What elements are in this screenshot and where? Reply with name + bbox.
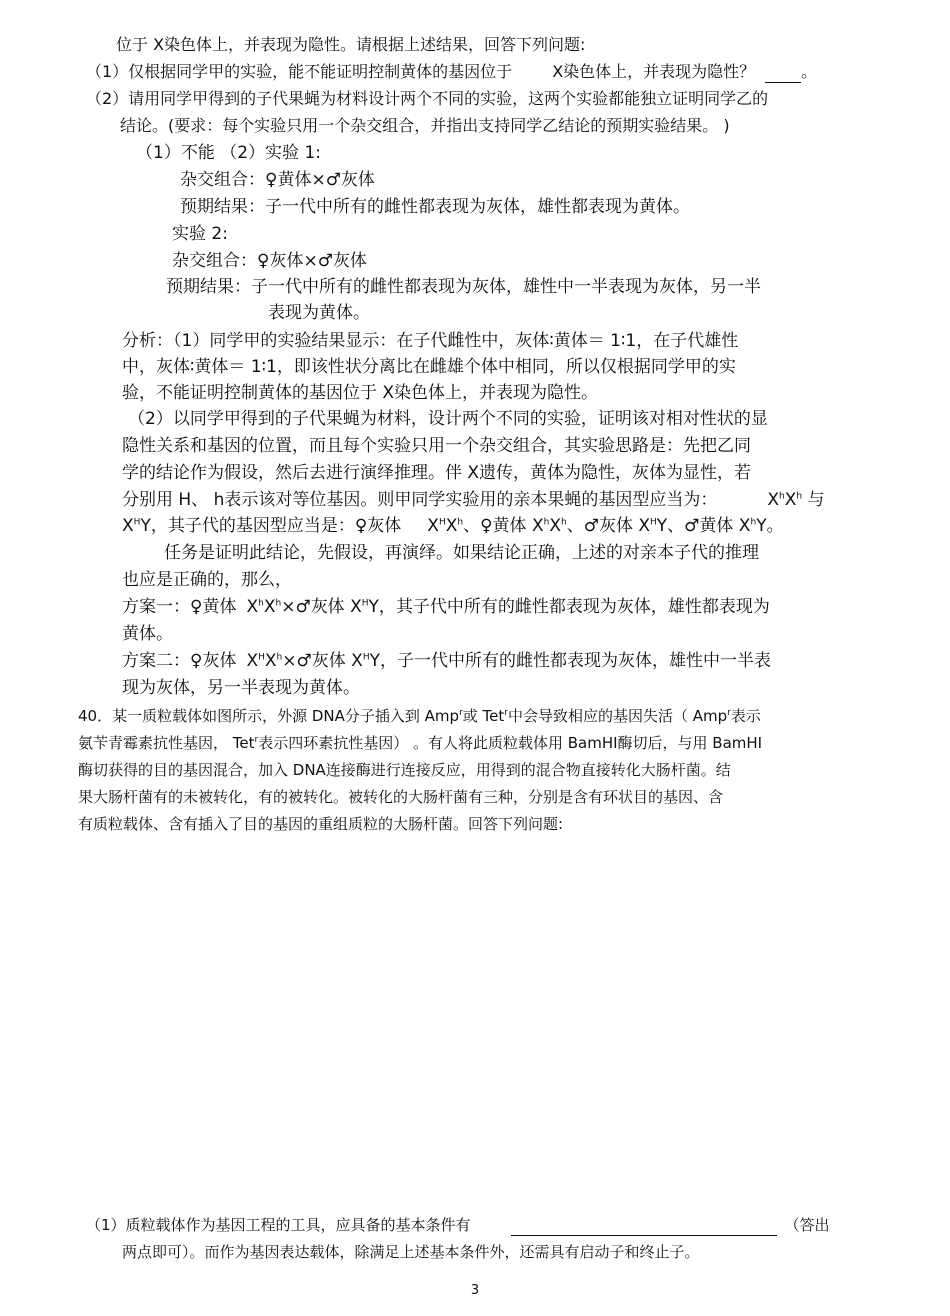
answer-blank[interactable]: [765, 64, 801, 83]
answer-line: 预期结果：子一代中所有的雌性都表现为灰体，雄性都表现为黄体。: [180, 197, 690, 217]
answer-line: 杂交组合：♀灰体×♂灰体: [172, 251, 367, 271]
figure-area: [78, 845, 878, 1205]
sub-question-1-line: [86, 1214, 830, 1236]
answer-line: 预期结果：子一代中所有的雌性都表现为灰体，雄性中一半表现为灰体，另一半: [166, 277, 761, 297]
question-40-line: 氨苄青霉素抗性基因， Tet$^r$表示四环素抗性基因） 。有人将此质粒载体用 BamHI酶切后，与用 BamHI: [78, 734, 763, 752]
analysis-line: 任务是证明此结论，先假设，再演绎。如果结论正确，上述的对亲本子代的推理: [164, 543, 759, 563]
question-2-line: （2）请用同学甲得到的子代果蝇为材料设计两个不同的实验，这两个实验都能独立证明同学乙的: [86, 89, 769, 108]
analysis-line: [122, 515, 784, 537]
period: 。: [801, 62, 818, 81]
question-40-text: 表示四环素抗性基因） 。有人将此质粒载体用 BamHI酶切后，与用 BamHI: [258, 734, 763, 752]
answer-heading: （1）不能 （2）实验 1:: [136, 143, 321, 163]
analysis-text: Y，其子代的基因型应当是：♀灰体: [140, 516, 402, 536]
analysis-line: 隐性关系和基因的位置，而且每个实验只用一个杂交组合，其实验思路是：先把乙同: [122, 436, 751, 456]
plan-2-label: 方案二：♀灰体: [122, 651, 237, 671]
question-40-text: 40．某一质粒载体如图所示，外源 DNA分子插入到 Amp: [78, 707, 460, 725]
genotype: $X^HX^h$、♀黄体 $X^hX^h$、♂灰体 $X^HY$、♂黄体 $X^hY$。: [427, 516, 784, 536]
question-1-text: （1）仅根据同学甲的实验，能不能证明控制黄体的基因位于: [86, 62, 513, 81]
text-line: 位于 X染色体上，并表现为隐性。请根据上述结果，回答下列问题:: [116, 35, 586, 54]
genotype: $X^hX^h$ 与: [767, 490, 825, 510]
question-40-line: 酶切获得的目的基因混合，加入 DNA连接酶进行连接反应，用得到的混合物直接转化大肠杆菌。结: [78, 761, 731, 779]
answer-line: 实验 2:: [172, 224, 228, 244]
question-40-text: 氨苄青霉素抗性基因， Tet: [78, 734, 255, 752]
plan-2-line: [122, 650, 771, 672]
analysis-line: [122, 489, 825, 511]
question-40-text: 中会导致相应的基因失活（ Amp: [507, 707, 728, 725]
genotype: $X^H$: [122, 516, 141, 536]
question-1-line: [86, 61, 817, 83]
answer-blank[interactable]: [511, 1217, 777, 1236]
page-number: 3: [470, 1283, 480, 1298]
question-40-line: 果大肠杆菌有的未被转化，有的被转化。被转化的大肠杆菌有三种，分别是含有环状目的基因、含: [78, 788, 724, 806]
analysis-line: 也应是正确的，那么，: [122, 570, 292, 590]
analysis-line: 学的结论作为假设，然后去进行演绎推理。伴 X遗传，黄体为隐性，灰体为显性，若: [122, 463, 752, 483]
sub-question-1-line-cont: 两点即可）。而作为基因表达载体，除满足上述基本条件外，还需具有启动子和终止子。: [122, 1243, 700, 1261]
genotype: $X^HX^h\times♂$灰体 $X^H$: [246, 651, 370, 671]
analysis-line: 中，灰体∶黄体＝ 1∶1，即该性状分离比在雌雄个体中相同，所以仅根据同学甲的实: [122, 357, 736, 377]
plan-2-line-cont: 现为灰体，另一半表现为黄体。: [122, 678, 360, 698]
plan-1-line: [122, 596, 770, 618]
analysis-line: （2）以同学甲得到的子代果蝇为材料，设计两个不同的实验，证明该对相对性状的显: [128, 409, 768, 429]
plan-2-text: Y，子一代中所有的雌性都表现为灰体，雄性中一半表: [369, 651, 771, 671]
question-2-line-cont: 结论。(要求：每个实验只用一个杂交组合，并指出支持同学乙结论的预期实验结果。 ): [120, 116, 730, 135]
analysis-line: 分析：（1）同学甲的实验结果显示：在子代雌性中，灰体∶黄体＝ 1∶1，在子代雄性: [122, 331, 739, 351]
plan-1-line-cont: 黄体。: [122, 624, 173, 644]
sub-question-1-text-cont: （答出: [784, 1216, 830, 1234]
analysis-text: 分别用 H、 h表示该对等位基因。则甲同学实验用的亲本果蝇的基因型应当为：: [122, 490, 718, 510]
question-40-line: 有质粒载体、含有插入了目的基因的重组质粒的大肠杆菌。回答下列问题:: [78, 815, 564, 833]
plan-1-label: 方案一：♀黄体: [122, 597, 237, 617]
answer-line: 表现为黄体。: [268, 303, 370, 323]
answer-line: 杂交组合：♀黄体×♂灰体: [180, 170, 375, 190]
question-40-line: 40．某一质粒载体如图所示，外源 DNA分子插入到 Amp$^r$或 Tet$^r$中会导致相应的基因失活（ Amp$^r$表示: [78, 707, 761, 725]
sub-question-1-text: （1）质粒载体作为基因工程的工具，应具备的基本条件有: [86, 1216, 471, 1234]
genotype: $X^hX^h\times♂$灰体 $X^H$: [246, 597, 369, 617]
analysis-line: 验，不能证明控制黄体的基因位于 X染色体上，并表现为隐性。: [122, 383, 599, 403]
question-40-text: 表示: [730, 707, 761, 725]
question-1-text-cont: X染色体上，并表现为隐性？: [552, 62, 756, 81]
question-40-text: 或 Tet: [462, 707, 505, 725]
plan-1-text: Y，其子代中所有的雌性都表现为灰体，雄性都表现为: [368, 597, 770, 617]
